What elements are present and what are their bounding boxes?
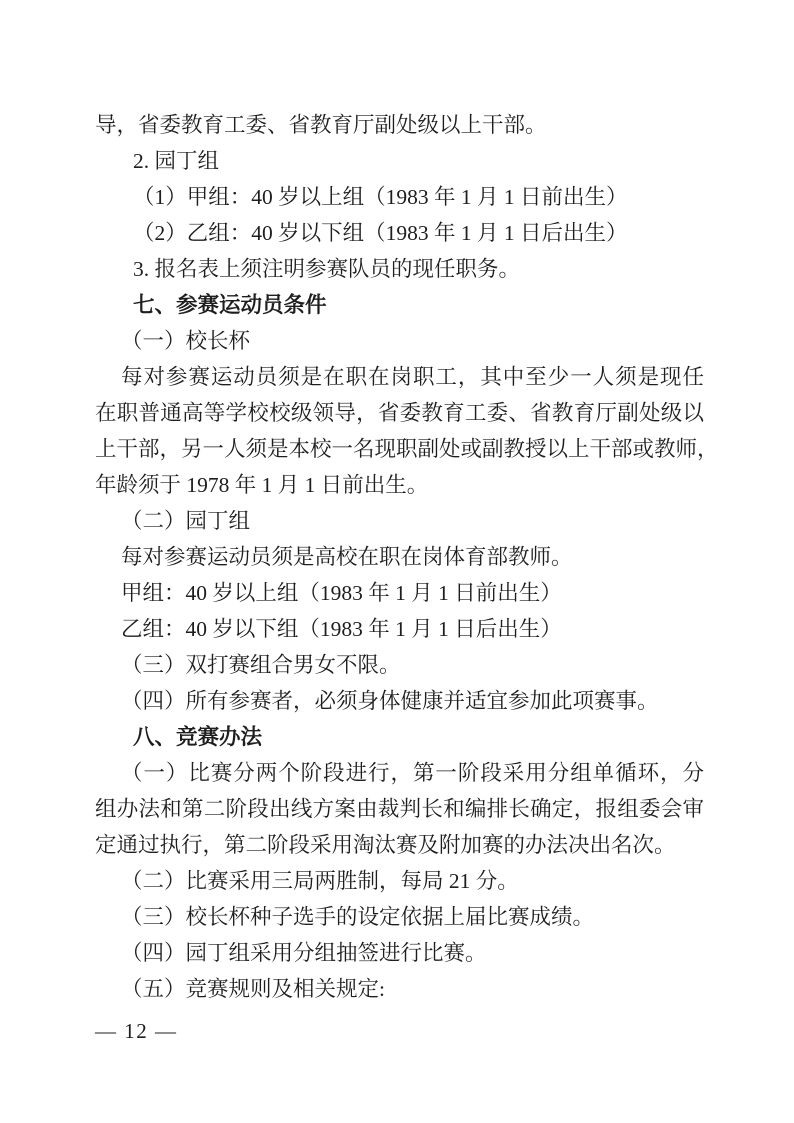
page-number: — 12 — <box>95 1019 178 1043</box>
document-line: （2）乙组：40 岁以下组（1983 年 1 月 1 日后出生） <box>133 221 628 245</box>
section-heading-8: 八、竞赛办法 <box>133 725 263 749</box>
document-line: 上干部，另一人须是本校一名现职副处或副教授以上干部或教师， <box>95 437 719 461</box>
document-line: 组办法和第二阶段出线方案由裁判长和编排长确定，报组委会审 <box>95 797 704 821</box>
document-line: 在职普通高等学校校级领导，省委教育工委、省教育厅副处级以 <box>95 401 704 425</box>
document-line: 每对参赛运动员须是高校在职在岗体育部教师。 <box>121 545 573 569</box>
document-line: （二）园丁组 <box>121 509 251 533</box>
document-line: （四）所有参赛者，必须身体健康并适宜参加此项赛事。 <box>121 689 659 713</box>
document-body <box>95 107 719 1007</box>
document-line: 定通过执行，第二阶段采用淘汰赛及附加赛的办法决出名次。 <box>95 833 676 857</box>
document-line: 3. 报名表上须注明参赛队员的现任职务。 <box>133 257 521 281</box>
section-heading-7: 七、参赛运动员条件 <box>133 293 327 317</box>
document-line: 乙组：40 岁以下组（1983 年 1 月 1 日后出生） <box>121 617 562 641</box>
document-line: （四）园丁组采用分组抽签进行比赛。 <box>121 941 487 965</box>
document-line: 2. 园丁组 <box>133 149 220 173</box>
document-line: （三）校长杯种子选手的设定依据上届比赛成绩。 <box>121 905 595 929</box>
document-line: （一）校长杯 <box>121 329 251 353</box>
document-line: 甲组：40 岁以上组（1983 年 1 月 1 日前出生） <box>121 581 562 605</box>
document-line: （五）竞赛规则及相关规定: <box>121 977 385 1001</box>
document-line: （一）比赛分两个阶段进行，第一阶段采用分组单循环，分 <box>121 761 704 785</box>
document-line: （三）双打赛组合男女不限。 <box>121 653 401 677</box>
document-line: 导，省委教育工委、省教育厅副处级以上干部。 <box>95 113 547 137</box>
document-line: 每对参赛运动员须是在职在岗职工，其中至少一人须是现任 <box>121 365 704 389</box>
document-line: （1）甲组：40 岁以上组（1983 年 1 月 1 日前出生） <box>133 185 628 209</box>
document-line: 年龄须于 1978 年 1 月 1 日前出生。 <box>95 473 429 497</box>
document-line: （二）比赛采用三局两胜制，每局 21 分。 <box>121 869 519 893</box>
